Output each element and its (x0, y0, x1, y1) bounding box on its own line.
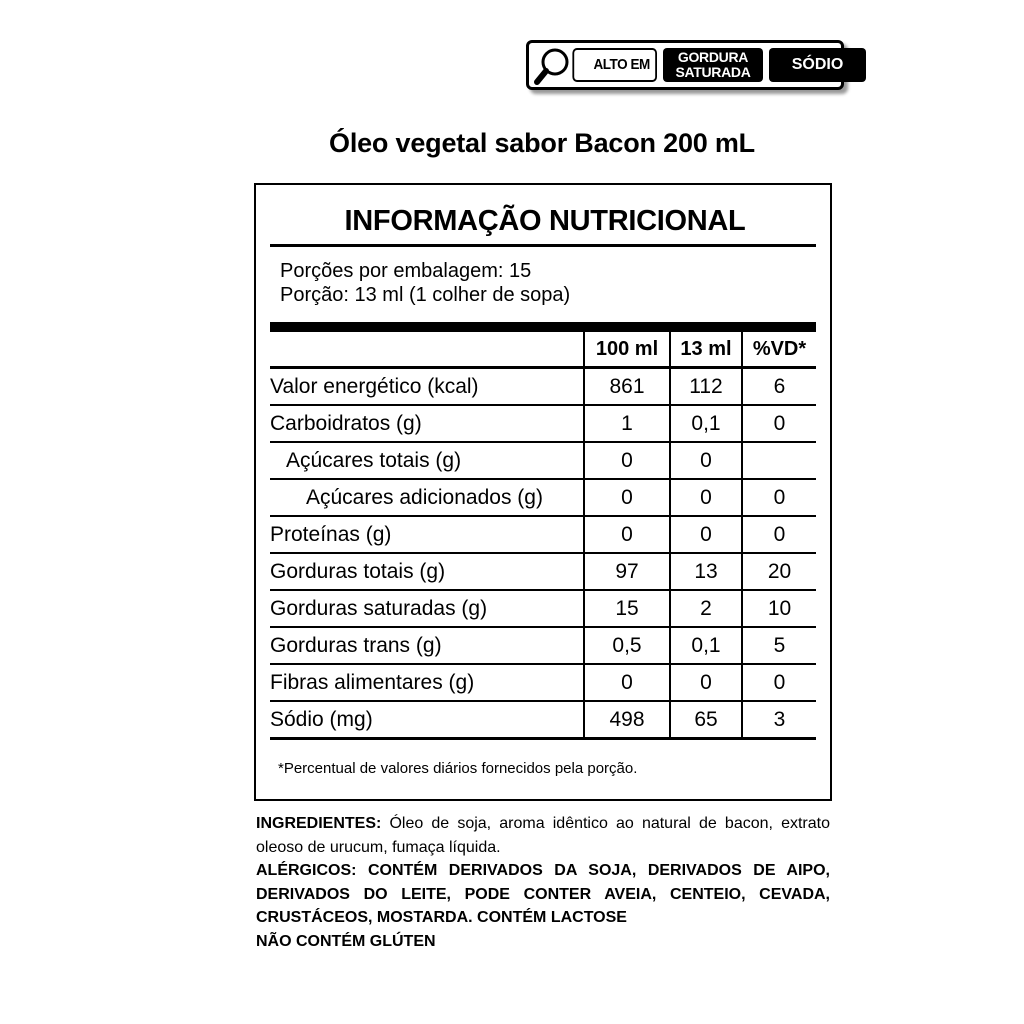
nutrition-table (270, 332, 816, 740)
table-row (270, 405, 816, 442)
thick-divider (270, 322, 816, 332)
daily-value-percent: 3 (742, 701, 816, 739)
nutrient-label: Valor energético (kcal) (270, 368, 584, 406)
table-row (270, 553, 816, 590)
value-per-portion: 65 (670, 701, 742, 739)
value-per-100ml: 861 (584, 368, 670, 406)
value-per-100ml: 0,5 (584, 627, 670, 664)
daily-value-percent (742, 442, 816, 479)
panel-title: INFORMAÇÃO NUTRICIONAL (344, 205, 746, 237)
nutrient-label: Carboidratos (g) (270, 405, 584, 442)
servings-per-package: Porções por embalagem: 15 (280, 260, 532, 282)
header-per-100ml: 100 ml (584, 332, 670, 368)
seal-prefix: ALTO EM (572, 48, 657, 82)
seal-nutrient-saturated-fat: GORDURA SATURADA (663, 48, 763, 82)
daily-value-percent: 20 (742, 553, 816, 590)
value-per-portion: 13 (670, 553, 742, 590)
nutrient-label: Açúcares adicionados (g) (270, 479, 584, 516)
table-row (270, 479, 816, 516)
nutrition-facts-panel (254, 183, 832, 801)
daily-value-percent: 0 (742, 479, 816, 516)
table-header-row (270, 332, 816, 368)
magnifier-icon (533, 46, 573, 88)
nutrient-label: Gorduras totais (g) (270, 553, 584, 590)
value-per-portion: 0,1 (670, 405, 742, 442)
value-per-100ml: 15 (584, 590, 670, 627)
product-title: Óleo vegetal sabor Bacon 200 mL (329, 128, 755, 158)
value-per-100ml: 97 (584, 553, 670, 590)
value-per-100ml: 0 (584, 516, 670, 553)
value-per-100ml: 0 (584, 664, 670, 701)
value-per-portion: 0 (670, 664, 742, 701)
divider (270, 244, 816, 247)
table-row (270, 664, 816, 701)
daily-value-percent: 0 (742, 405, 816, 442)
daily-value-percent: 0 (742, 664, 816, 701)
serving-size: Porção: 13 ml (1 colher de sopa) (280, 284, 571, 306)
value-per-portion: 0,1 (670, 627, 742, 664)
footnote: *Percentual de valores diários fornecidos pela porção. (278, 760, 638, 777)
nutrient-label: Gorduras trans (g) (270, 627, 584, 664)
table-row (270, 701, 816, 739)
nutrient-label: Proteínas (g) (270, 516, 584, 553)
value-per-100ml: 0 (584, 479, 670, 516)
ingredients-paragraph (256, 812, 830, 859)
seal-nutrient-sodium: SÓDIO (769, 48, 866, 82)
nutrient-label: Sódio (mg) (270, 701, 584, 739)
nutrient-label: Fibras alimentares (g) (270, 664, 584, 701)
value-per-portion: 112 (670, 368, 742, 406)
value-per-portion: 0 (670, 442, 742, 479)
header-per-portion: 13 ml (670, 332, 742, 368)
table-row (270, 442, 816, 479)
allergens-text: ALÉRGICOS: CONTÉM DERIVADOS DA SOJA, DERIVADOS DE AIPO, DERIVADOS DO LEITE, PODE CONTER AVEIA, CENTEIO, CEVADA, CRUSTÁCEOS, MOSTARDA. CONTÉM LACTOSE (256, 862, 830, 926)
ingredients-text: Óleo de soja, aroma idêntico ao natural de bacon, extrato oleoso de urucum, fumaça líquida. (256, 815, 830, 856)
value-per-portion: 0 (670, 516, 742, 553)
ingredients-label: INGREDIENTES: (256, 815, 382, 832)
table-row (270, 368, 816, 406)
gluten-statement: NÃO CONTÉM GLÚTEN (256, 932, 436, 950)
front-warning-seal (526, 40, 844, 90)
value-per-100ml: 498 (584, 701, 670, 739)
table-row (270, 627, 816, 664)
daily-value-percent: 5 (742, 627, 816, 664)
nutrient-label: Gorduras saturadas (g) (270, 590, 584, 627)
daily-value-percent: 6 (742, 368, 816, 406)
daily-value-percent: 10 (742, 590, 816, 627)
header-daily-value: %VD* (742, 332, 816, 368)
value-per-100ml: 1 (584, 405, 670, 442)
value-per-portion: 0 (670, 479, 742, 516)
value-per-portion: 2 (670, 590, 742, 627)
daily-value-percent: 0 (742, 516, 816, 553)
ingredients-section (256, 812, 830, 953)
table-row (270, 516, 816, 553)
nutrient-label: Açúcares totais (g) (270, 442, 584, 479)
header-empty (270, 332, 584, 368)
value-per-100ml: 0 (584, 442, 670, 479)
table-row (270, 590, 816, 627)
